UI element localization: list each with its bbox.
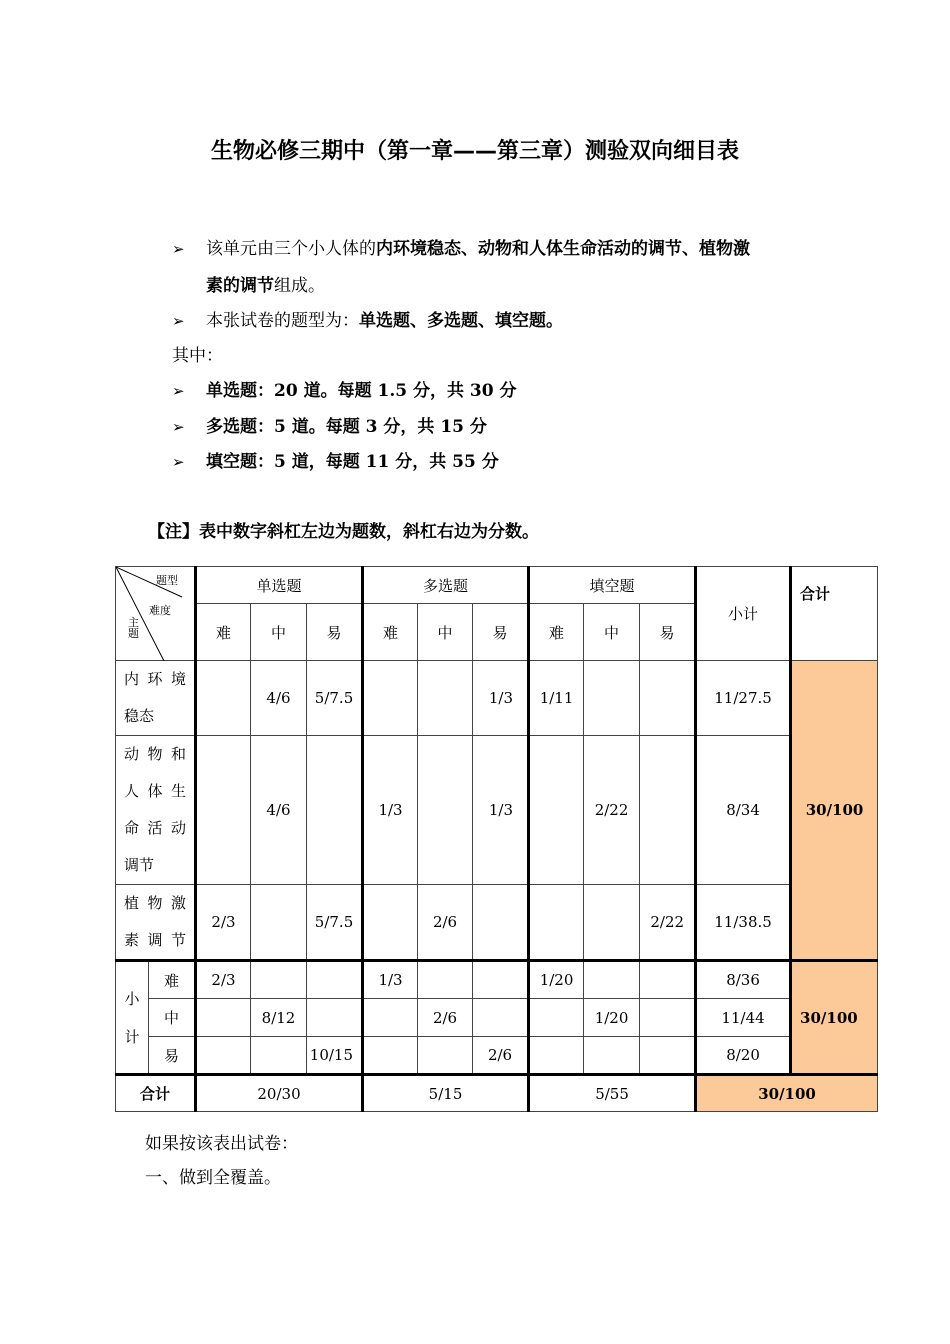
after-line-2: 一、做到全覆盖。 xyxy=(145,1168,281,1188)
level-easy: 易 xyxy=(473,604,529,661)
page-title: 生物必修三期中（第一章——第三章）测验双向细目表 xyxy=(210,139,739,164)
arrow-bullet-icon: ➢ xyxy=(172,453,185,471)
table-cell: 1/11 xyxy=(529,661,584,736)
intro-line-1: ➢ 该单元由三个小人体的内环境稳态、动物和人体生命活动的调节、植物激 xyxy=(172,239,750,259)
group-multi-choice: 多选题 xyxy=(363,567,529,604)
table-cell xyxy=(584,961,640,999)
table-cell xyxy=(640,661,696,736)
table-cell xyxy=(529,999,584,1037)
table-cell: 8/12 xyxy=(251,999,307,1037)
table-cell: 2/22 xyxy=(584,736,640,885)
table-cell xyxy=(418,961,473,999)
table-note: 【注】表中数字斜杠左边为题数，斜杠右边为分数。 xyxy=(148,522,539,542)
row-subtotal: 11/38.5 xyxy=(696,885,791,961)
table-cell xyxy=(640,1037,696,1075)
table-cell xyxy=(363,885,418,961)
table-cell: 2/3 xyxy=(196,961,251,999)
topic-row-homeostasis xyxy=(116,661,878,736)
total-multi-choice: 5/15 xyxy=(363,1075,529,1112)
table-cell xyxy=(529,885,584,961)
row-subtotal: 8/20 xyxy=(696,1037,791,1075)
subtotal-row-hard xyxy=(116,961,878,999)
level-mid: 中 xyxy=(584,604,640,661)
table-cell: 2/6 xyxy=(473,1037,529,1075)
table-cell xyxy=(196,999,251,1037)
arrow-bullet-icon: ➢ xyxy=(172,240,185,258)
table-cell xyxy=(584,1037,640,1075)
level-mid: 中 xyxy=(251,604,307,661)
table-cell xyxy=(251,961,307,999)
total-row-label: 合计 xyxy=(116,1075,196,1112)
table-cell xyxy=(363,661,418,736)
table-cell xyxy=(640,736,696,885)
table-cell xyxy=(363,1037,418,1075)
table-cell: 1/3 xyxy=(363,736,418,885)
table-cell xyxy=(418,736,473,885)
level-easy: 易 xyxy=(149,1037,196,1075)
table-cell xyxy=(473,885,529,961)
level-hard: 难 xyxy=(363,604,418,661)
total-fill-blank: 5/55 xyxy=(529,1075,696,1112)
table-cell xyxy=(640,961,696,999)
row-subtotal: 11/44 xyxy=(696,999,791,1037)
among-label: 其中： xyxy=(172,346,223,366)
table-cell xyxy=(584,661,640,736)
table-cell xyxy=(418,1037,473,1075)
level-hard: 难 xyxy=(196,604,251,661)
table-cell xyxy=(363,999,418,1037)
table-cell xyxy=(529,736,584,885)
corner-difficulty-label: 难度 xyxy=(149,604,171,617)
row-subtotal: 11/27.5 xyxy=(696,661,791,736)
table-cell: 2/22 xyxy=(640,885,696,961)
table-cell: 4/6 xyxy=(251,736,307,885)
corner-type-label: 题型 xyxy=(156,574,178,587)
single-choice-line: ➢ 单选题：20 道。每题 1.5 分，共 30 分 xyxy=(172,381,517,401)
table-cell xyxy=(196,1037,251,1075)
table-cell xyxy=(307,961,363,999)
table-cell xyxy=(251,885,307,961)
grand-total-topics: 30/100 xyxy=(791,661,878,961)
table-cell: 10/15 xyxy=(307,1037,363,1075)
table-cell xyxy=(640,999,696,1037)
table-cell xyxy=(251,1037,307,1075)
table-cell xyxy=(307,999,363,1037)
topic-label: 植物激 素调节 xyxy=(116,885,196,961)
after-line-1: 如果按该表出试卷： xyxy=(145,1134,298,1154)
total-row xyxy=(116,1075,878,1112)
fill-blank-line: ➢ 填空题：5 道，每题 11 分，共 55 分 xyxy=(172,452,499,472)
detail-table xyxy=(115,566,878,1112)
total-header: 合计 xyxy=(791,567,878,661)
level-easy: 易 xyxy=(640,604,696,661)
subtotal-row-mid xyxy=(116,999,878,1037)
table-cell: 2/3 xyxy=(196,885,251,961)
arrow-bullet-icon: ➢ xyxy=(172,312,185,330)
header-row-types xyxy=(116,567,878,604)
total-single-choice: 20/30 xyxy=(196,1075,363,1112)
row-subtotal: 8/34 xyxy=(696,736,791,885)
level-hard: 难 xyxy=(529,604,584,661)
table-cell: 1/3 xyxy=(473,736,529,885)
table-cell xyxy=(529,1037,584,1075)
group-fill-blank: 填空题 xyxy=(529,567,696,604)
table-cell: 1/3 xyxy=(473,661,529,736)
multi-choice-line: ➢ 多选题：5 道。每题 3 分，共 15 分 xyxy=(172,417,487,437)
intro-line-2: 素的调节组成。 xyxy=(206,276,325,296)
table-cell: 5/7.5 xyxy=(307,885,363,961)
table-cell xyxy=(196,661,251,736)
table-cell xyxy=(196,736,251,885)
table-cell xyxy=(473,961,529,999)
table-cell xyxy=(307,736,363,885)
subtotal-header: 小计 xyxy=(696,567,791,661)
table-cell: 2/6 xyxy=(418,885,473,961)
corner-topic-label: 主题 xyxy=(128,616,139,640)
level-mid: 中 xyxy=(418,604,473,661)
subtotal-row-easy xyxy=(116,1037,878,1075)
group-single-choice: 单选题 xyxy=(196,567,363,604)
table-cell: 1/20 xyxy=(584,999,640,1037)
table-cell xyxy=(584,885,640,961)
table-cell: 5/7.5 xyxy=(307,661,363,736)
topic-label: 内环境 稳态 xyxy=(116,661,196,736)
arrow-bullet-icon: ➢ xyxy=(172,382,185,400)
table-cell xyxy=(418,661,473,736)
level-mid: 中 xyxy=(149,999,196,1037)
topic-label: 动物和 人体生 命活动 调节 xyxy=(116,736,196,885)
total-all: 30/100 xyxy=(696,1075,878,1112)
table-cell: 1/3 xyxy=(363,961,418,999)
subtotal-side-label: 小 计 xyxy=(116,961,149,1075)
topic-row-plant-hormone xyxy=(116,885,878,961)
grand-total-levels: 30/100 xyxy=(791,961,878,1075)
row-subtotal: 8/36 xyxy=(696,961,791,999)
level-hard: 难 xyxy=(149,961,196,999)
arrow-bullet-icon: ➢ xyxy=(172,418,185,436)
corner-diagonal-cell xyxy=(116,567,196,661)
table-cell xyxy=(473,999,529,1037)
table-cell: 2/6 xyxy=(418,999,473,1037)
table-cell: 1/20 xyxy=(529,961,584,999)
topic-row-animal-regulation xyxy=(116,736,878,885)
question-types-line: ➢ 本张试卷的题型为：单选题、多选题、填空题。 xyxy=(172,311,563,331)
table-cell: 4/6 xyxy=(251,661,307,736)
level-easy: 易 xyxy=(307,604,363,661)
